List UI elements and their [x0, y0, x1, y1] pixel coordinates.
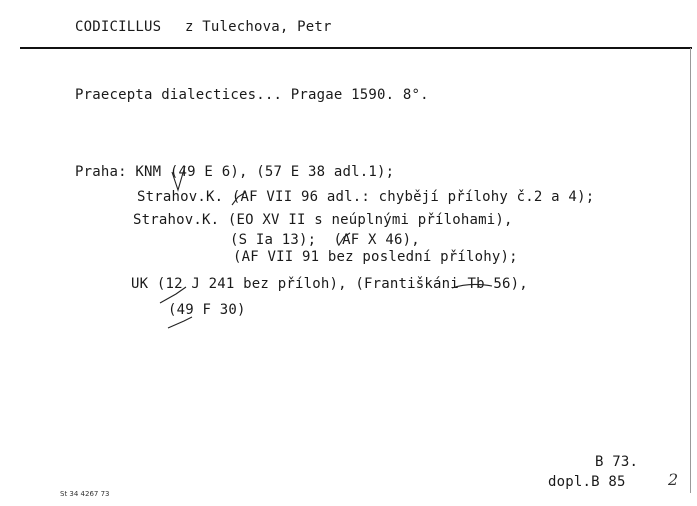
shelfmark: B 73.: [595, 454, 639, 470]
check-mark-2: [232, 192, 246, 205]
holding-line-7: (49 F 30): [168, 302, 246, 318]
check-mark-4: [160, 287, 186, 303]
holding-line-2: Strahov.K. (AF VII 96 adl.: chybějí přílohy č.2 a 4);: [137, 189, 595, 205]
author-name: z Tulechova, Petr: [185, 19, 332, 35]
check-mark-5: [168, 317, 192, 328]
holding-line-3: Strahov.K. (EO XV II s neúplnými přílohami),: [133, 212, 513, 228]
supplement-shelfmark: dopl.B 85: [548, 474, 626, 490]
holding-line-6: UK (12 J 241 bez příloh), (Františkáni Tb 56),: [131, 276, 528, 292]
holding-line-5: (AF VII 91 bez poslední přílohy);: [233, 249, 518, 265]
title-line: Praecepta dialectices... Pragae 1590. 8°.: [75, 87, 429, 103]
print-code: St 34 4267 73: [60, 490, 110, 498]
bracket-mark: [452, 284, 492, 288]
holding-line-4: (S Ia 13); (AF X 46),: [230, 232, 420, 248]
check-mark-3: [339, 233, 350, 245]
margin-mark: 2: [668, 470, 679, 489]
holding-line-1: Praha: KNM (49 E 6), (57 E 38 adl.1);: [75, 164, 395, 180]
check-mark-1: [172, 166, 185, 190]
author-surname: CODICILLUS: [75, 19, 162, 35]
